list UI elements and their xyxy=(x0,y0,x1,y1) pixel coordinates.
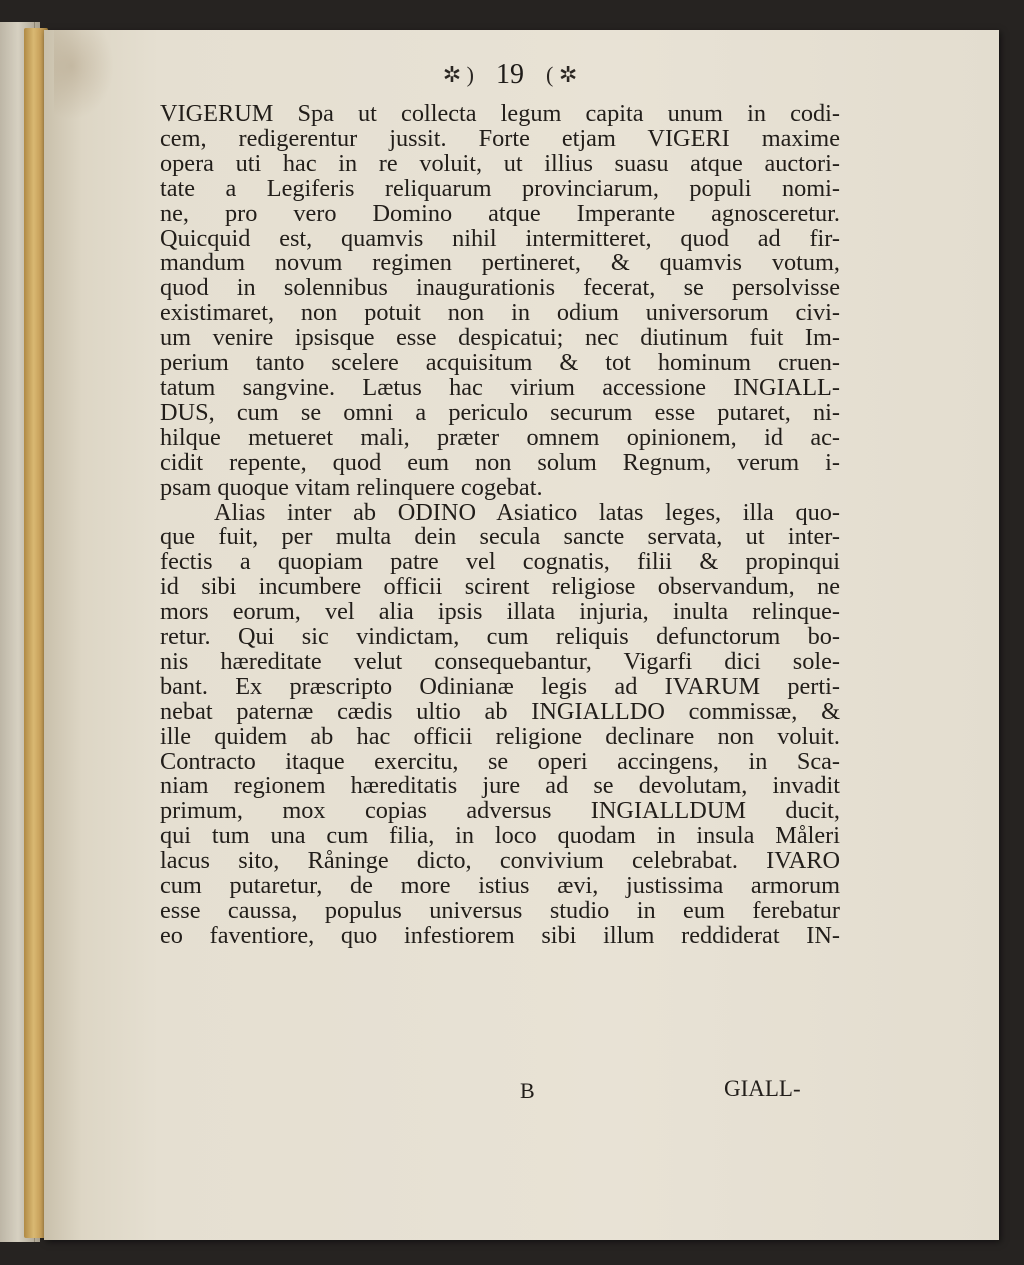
text-line: niam regionem hæreditatis jure ad se devolutam, invadit xyxy=(160,772,840,800)
text-line: cum putaretur, de more istius ævi, justissima armorum xyxy=(160,872,840,900)
text-line: tate a Legiferis reliquarum provinciarum, populi nomi- xyxy=(160,174,840,202)
text-line: hilque metueret mali, præter omnem opinionem, id ac- xyxy=(160,423,840,451)
text-line: existimaret, non potuit non in odium universorum civi- xyxy=(160,299,840,327)
text-line: VIGERUM Spa ut collecta legum capita unum in codi- xyxy=(160,100,840,127)
text-line: Quicquid est, quamvis nihil intermitteret, quod ad fir- xyxy=(160,224,840,252)
text-line: opera uti hac in re voluit, ut illius suasu atque auctori- xyxy=(160,149,840,177)
text-line: lacus sito, Råninge dicto, convivium celebrabat. IVARO xyxy=(160,847,840,875)
text-line: ne, pro vero Domino atque Imperante agnosceretur. xyxy=(160,199,840,227)
text-line: nis hæreditate velut consequebantur, Vigarfi dici sole- xyxy=(160,647,840,675)
text-line: cidit repente, quod eum non solum Regnum, verum i- xyxy=(160,448,840,476)
catchword: GIALL- xyxy=(724,1076,801,1101)
paper-stain xyxy=(54,30,114,120)
text-line: ille quidem ab hac officii religione declinare non voluit. xyxy=(160,722,840,750)
text-line: perium tanto scelere acquisitum & tot hominum cruen- xyxy=(160,349,840,377)
signature-mark: B xyxy=(520,1078,535,1103)
text-line: cem, redigerentur jussit. Forte etjam VIGERI maxime xyxy=(160,124,840,152)
running-header xyxy=(410,55,610,95)
text-line: mandum novum regimen pertineret, & quamvis votum, xyxy=(160,249,840,277)
text-line: nebat paternæ cædis ultio ab INGIALLDO commissæ, & xyxy=(160,697,840,725)
body-text xyxy=(160,102,840,949)
text-line: fectis a quopiam patre vel cognatis, filii & propinqui xyxy=(160,548,840,576)
text-line: psam quoque vitam relinquere cogebat. xyxy=(160,473,543,501)
text-line: tatum sangvine. Lætus hac virium accessione INGIALL- xyxy=(160,373,840,401)
text-line: eo faventiore, quo infestiorem sibi illum reddiderat IN- xyxy=(160,921,840,949)
left-ornament: ✲ ) xyxy=(442,62,474,87)
right-ornament: ( ✲ xyxy=(546,62,578,87)
text-line: mors eorum, vel alia ipsis illata injuria, inulta relinque- xyxy=(160,598,840,626)
text-line: id sibi incumbere officii scirent religiose observandum, ne xyxy=(160,573,840,601)
text-line: esse caussa, populus universus studio in eum ferebatur xyxy=(160,897,840,924)
page-number: 19 xyxy=(496,59,524,90)
text-line: qui tum una cum filia, in loco quodam in insula Måleri xyxy=(160,822,840,850)
text-line: quod in solennibus inaugurationis fecerat, se persolvisse xyxy=(160,274,840,302)
text-line: bant. Ex præscripto Odinianæ legis ad IVARUM perti- xyxy=(160,672,840,700)
text-line: retur. Qui sic vindictam, cum reliquis defunctorum bo- xyxy=(160,623,840,651)
text-line: um venire ipsisque esse despicatui; nec diutinum fuit Im- xyxy=(160,324,840,352)
text-line: que fuit, per multa dein secula sancte servata, ut inter- xyxy=(160,523,840,551)
text-line: Alias inter ab ODINO Asiatico latas leges, illa quo- xyxy=(214,498,840,526)
text-line: Contracto itaque exercitu, se operi accingens, in Sca- xyxy=(160,747,840,775)
text-line: primum, mox copias adversus INGIALLDUM ducit, xyxy=(160,797,840,825)
text-line: DUS, cum se omni a periculo securum esse putaret, ni- xyxy=(160,398,840,426)
